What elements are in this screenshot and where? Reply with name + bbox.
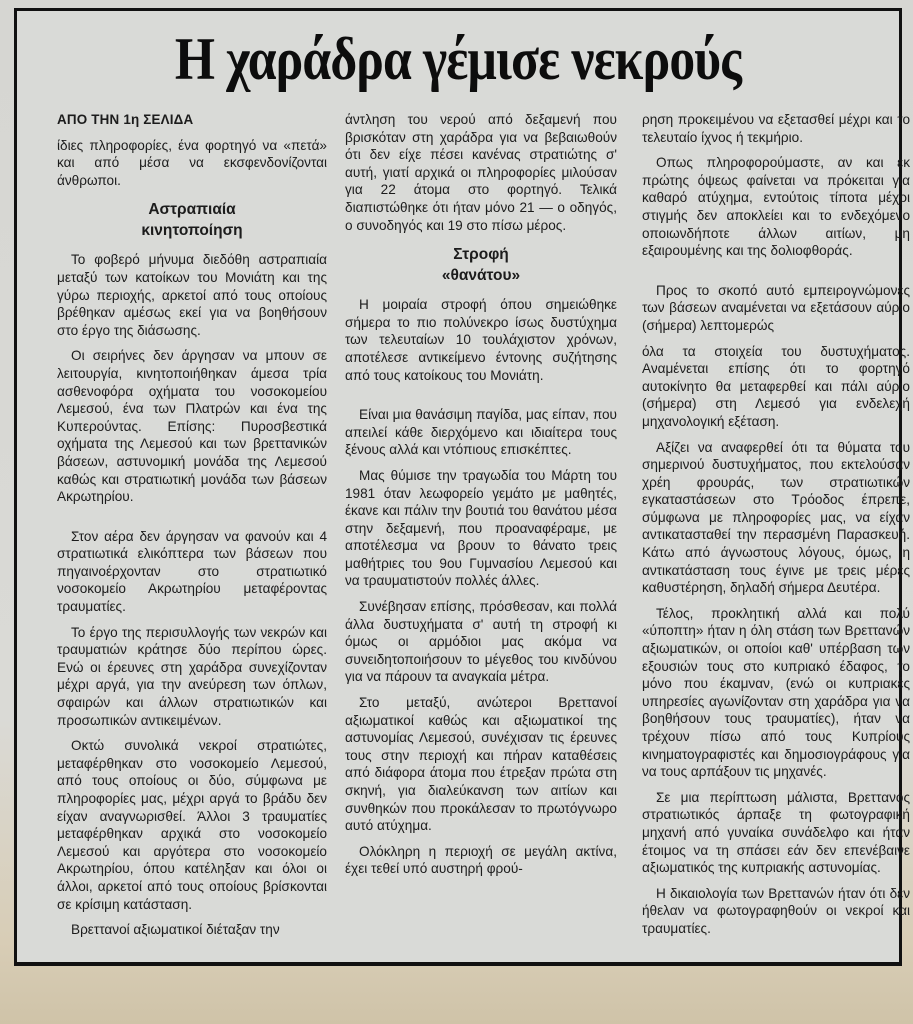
subheading-line: «θανάτου» (441, 267, 521, 285)
paragraph: Η μοιραία στροφή όπου σημειώθηκε σήμερα το πιο πολύνεκρο ίσως δυστύχημα των τελευταίων 10 τουλάχιστον χρόνων, αποτέλεσε αντικείμενο έντονης συζήτησης από τους κατοίκους του Μονιάτη. (345, 297, 617, 383)
paragraph: Ολόκληρη η περιοχή σε μεγάλη ακτίνα, έχει τεθεί υπό αυστηρή φρού- (345, 843, 617, 877)
continued-from-kicker: ΑΠΟ ΤΗΝ 1η ΣΕΛΙΔΑ (57, 112, 194, 127)
paragraph: Το έργο της περισυλλογής των νεκρών και τραυματιών κράτησε δύο περίπου ώρες. Ενώ οι έρευνες στη χαράδρα συνεχίζονταν μέχρι αργά, για την ανεύρεση των όπλων, σφαιρών και άλλων στρατιωτικών και προσωπικών αντικειμένων. (57, 624, 327, 728)
paragraph: Οπως πληροφορούμαστε, αν και εκ πρώτης όψεως φαίνεται να πρόκειται για καθαρό ατύχημα, εντούτοις τίποτα μέχρι στιγμής δεν αποκλείει και το ενδεχόμενο οποιωνδήποτε άλλων αιτίων, μη εξαιρουμένης και της δολιοφθοράς. (642, 155, 910, 259)
paragraph: ίδιες πληροφορίες, ένα φορτηγό να «πετά» και από μέσα να εκσφενδονίζονται άνθρωποι. (57, 137, 327, 188)
paragraph: Μας θύμισε την τραγωδία του Μάρτη του 1981 όταν λεωφορείο γεμάτο με μαθητές, έκανε και πάλιν την βουτιά του θανάτου μέσα στην δεξαμενή, που προαναφέραμε, με αποτέλεσμα να βρουν το θάνατο τρεις μαθήτριες του 9ου Γυμνασίου Λεμεσού και να τραυματιστούν πολλές άλλες. (345, 467, 617, 589)
article-frame (14, 8, 910, 966)
column-1 (57, 111, 327, 947)
paragraph: Το φοβερό μήνυμα διεδόθη αστραπιαία μεταξύ των κατοίκων του Μονιάτη και της γύρω περιοχής, αρκετοί από τους οποίους βρέθηκαν αμέσως εκεί για να βοηθήσουν στο έργο της διάσωσης. (57, 252, 327, 338)
column-2 (345, 111, 617, 886)
paragraph: Οι σειρήνες δεν άργησαν να μπουν σε λειτουργία, κινητοποιήθηκαν άμεσα τρία ασθενοφόρα οχήματα του νοσοκομείου Λεμεσού, ένα των Πλατρών και ένα της Κυπερούντας. Επίσης: Πυροσβεστικά οχήματα της Λεμεσού και των βρεττανικών βάσεων, αστυνομική μονάδα της Λεμεσού καθώς και στρατιωτική μονάδα των βάσεων Ακρωτηρίου. (57, 348, 327, 505)
paragraph: Τέλος, προκλητική αλλά και πολύ «ύποπτη» ήταν η όλη στάση των Βρεττανών αξιωματικών, οι οποίοι καθ' υπέρβαση των εξουσιών τους στο κυπριακό έδαφος, το μόνο που έκαμναν, (ενώ οι κυπριακές υπηρεσίες αγωνίζονταν στη χαράδρα για να βοηθήσουν τους τραυματίες), ήταν να τρέχουν πίσω από τους Κυπρίους κινηματογραφιστές και δημοσιογράφους για να τους αρπάξουν τις μηχανές. (642, 605, 910, 780)
column-3 (642, 111, 910, 946)
paragraph: Σε μια περίπτωση μάλιστα, Βρεττανός στρατιωτικός άρπαξε τη φωτογραφική μηχανή από γυναίκα συνάδελφο και ήταν έτοιμος να τη σπάσει εάν δεν επενέβαινε αξιωματικός της κυπριακής αστυνομίας. (642, 789, 910, 876)
paragraph: άντληση του νερού από δεξαμενή που βρισκόταν στη χαράδρα για να βεβαιωθούν ότι δεν είχε πέσει κανένας στρατιώτης σ' αυτή, γιατί αρχικά οι πληροφορίες μιλούσαν για 22 άτομα στο φορτηγό. Τελικά διαπιστώθηκε ότι ήταν μόνο 21 — ο οδηγός, ο συνοδηγός και 19 στο πίσω μέρος. (345, 112, 617, 233)
paragraph: Οκτώ συνολικά νεκροί στρατιώτες, μεταφέρθηκαν στο νοσοκομείο Λεμεσού, από τους οποίους οι δύο, σύμφωνα με πληροφορίες μας, μέχρι αργά το βράδυ δεν είχαν αναγνωρισθεί. Άλλοι 3 τραυματίες μεταφέρθηκαν αρχικά στο νοσοκομείο Λεμεσού και αργότερα στο νοσοκομείο Ακρωτηρίου, όπου κατέληξαν και όλοι οι άλλοι, αρκετοί από τους οποίους βρίσκονται σε κρίσιμη κατάσταση. (57, 738, 327, 912)
paragraph: Στο μεταξύ, ανώτεροι Βρεττανοί αξιωματικοί καθώς και αξιωματικοί της αστυνομίας Λεμεσού, συνέχισαν τις έρευνες τους στην περιοχή και πήραν καταθέσεις από διάφορα άτομα που έτρεξαν πρώτα στη σκηνή, για διαλεύκανση των αιτίων και συνθηκών που προκάλεσαν το πρωτόγνωρο αυτό ατύχημα. (345, 695, 617, 834)
headline: Η χαράδρα γέμισε νεκρούς (174, 26, 742, 92)
paragraph: Στον αέρα δεν άργησαν να φανούν και 4 στρατιωτικά ελικόπτερα των βάσεων που πηγαινοέρχονταν στο στρατιωτικό νοσοκομείο Ακρωτηρίου μεταφέροντας τραυματίες. (57, 528, 327, 615)
subheading (345, 244, 617, 286)
subheading (57, 199, 327, 241)
paragraph: Αξίζει να αναφερθεί ότι τα θύματα του σημερινού δυστυχήματος, που εκτελούσαν χρέη φρουράς, των στρατιωτικών εγκαταστάσεων στο Τρόοδος έπρεπε, σύμφωνα με πληροφορίες μας, να είχαν αντικατασταθεί την περασμένη Παρασκευή. Κάτω από άγνωστους λόγους, όμως, η αντικατάσταση τους έγινε με τρεις μέρες καθυστέρηση, δηλαδή σήμερα Δευτέρα. (642, 439, 910, 596)
subheading-line: κινητοποίηση (141, 222, 243, 240)
paragraph: Είναι μια θανάσιμη παγίδα, μας είπαν, που απειλεί κάθε διερχόμενο και ιδιαίτερα τους ξένους αλλά και ντόπιους επισκέπτες. (345, 407, 617, 458)
paragraph: ρηση προκειμένου να εξετασθεί μέχρι και το τελευταίο ίχνος ή τεκμήριο. (642, 112, 910, 145)
paragraph: όλα τα στοιχεία του δυστυχήματος. Αναμένεται επίσης ότι το φορτηγό αυτοκίνητο θα μεταφερθεί και πάλι αύριο (σήμερα) στη Λεμεσό για ενδελεχή μηχανολογική εξέταση. (642, 343, 910, 429)
paragraph: Συνέβησαν επίσης, πρόσθεσαν, και πολλά άλλα δυστυχήματα σ' αυτή τη στροφή κι όμως οι αρμόδιοι μας ακόμα να συνειδητοποιήσουν το μέγεθος του κινδύνου για να πάρουν τα αναγκαία μέτρα. (345, 599, 617, 685)
paragraph: Προς το σκοπό αυτό εμπειρογνώμονες των βάσεων αναμένεται να εξετάσουν αύριο (σήμερα) λεπτομερώς (642, 282, 910, 333)
paragraph: Η δικαιολογία των Βρεττανών ήταν ότι δεν ήθελαν να φωτογραφηθούν οι νεκροί και τραυματίες. (642, 885, 910, 936)
paragraph: Βρεττανοί αξιωματικοί διέταξαν την (71, 922, 280, 938)
subheading-line: Στροφή (453, 246, 509, 264)
subheading-line: Αστραπιαία (148, 201, 236, 219)
